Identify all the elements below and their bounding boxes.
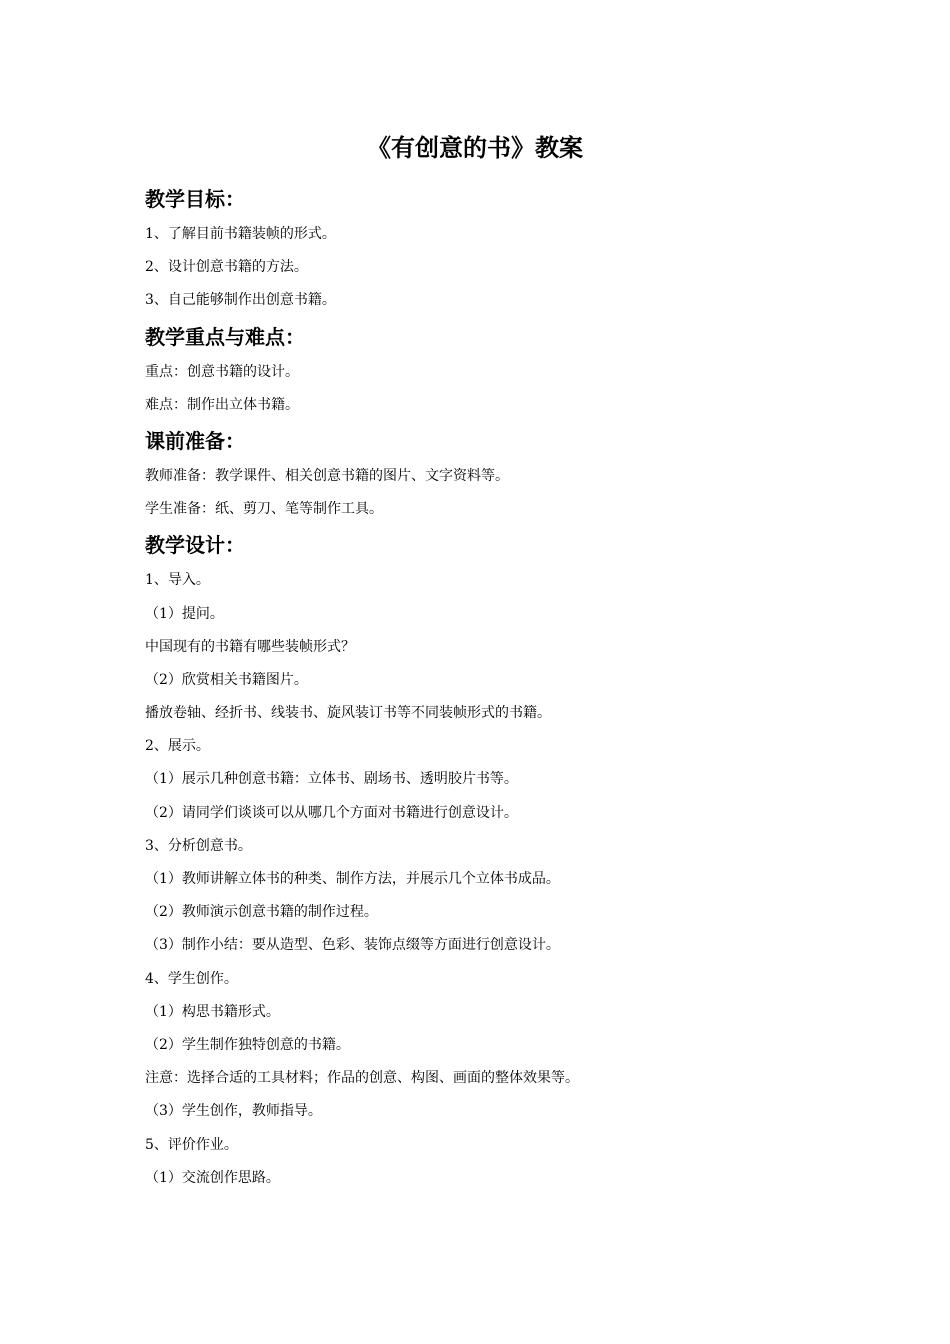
section-heading: 课前准备：	[145, 428, 245, 453]
document-title: 《有创意的书》教案	[367, 134, 583, 162]
text-line: （1）教师讲解立体书的种类、制作方法，并展示几个立体书成品。	[145, 871, 560, 887]
text-line: （2）教师演示创意书籍的制作过程。	[145, 904, 378, 921]
text-line: 5、评价作业。	[145, 1136, 238, 1153]
section-key-points	[145, 318, 825, 422]
section-teaching-goals	[145, 180, 825, 318]
section-heading: 教学目标：	[145, 187, 245, 211]
text-line: （3）制作小结：要从造型、色彩、装饰点缀等方面进行创意设计。	[145, 937, 560, 954]
text-line: 难点：制作出立体书籍。	[145, 396, 299, 413]
text-line: 1、了解目前书籍装帧的形式。	[145, 226, 336, 242]
text-line: 1、导入。	[145, 572, 210, 589]
text-line: 2、展示。	[145, 738, 210, 755]
text-line: 教师准备：教学课件、相关创意书籍的图片、文字资料等。	[145, 467, 509, 484]
text-line: （2）学生制作独特创意的书籍。	[145, 1036, 350, 1053]
text-line: 2、设计创意书籍的方法。	[145, 259, 308, 276]
text-line: 3、分析创意书。	[145, 837, 252, 854]
text-line: （3）学生创作，教师指导。	[145, 1103, 322, 1120]
section-teaching-design	[145, 526, 825, 1195]
text-line: 重点：创意书籍的设计。	[145, 363, 299, 380]
text-line: 注意：选择合适的工具材料；作品的创意、构图、画面的整体效果等。	[145, 1070, 579, 1087]
text-line: 学生准备：纸、剪刀、笔等制作工具。	[145, 501, 383, 518]
text-line: （1）展示几种创意书籍：立体书、剧场书、透明胶片书等。	[145, 771, 518, 788]
text-line: （1）提问。	[145, 605, 224, 622]
text-line: 4、学生创作。	[145, 970, 238, 987]
section-heading: 教学重点与难点：	[145, 324, 305, 349]
document-body	[145, 180, 825, 1195]
text-line: （1）构思书籍形式。	[145, 1003, 280, 1020]
section-heading: 教学设计：	[145, 533, 245, 558]
text-line: （1）交流创作思路。	[145, 1169, 280, 1186]
section-preparation	[145, 422, 825, 526]
text-line: （2）请同学们谈谈可以从哪几个方面对书籍进行创意设计。	[145, 804, 518, 821]
text-line: 播放卷轴、经折书、线装书、旋风装订书等不同装帧形式的书籍。	[145, 705, 551, 722]
text-line: 中国现有的书籍有哪些装帧形式？	[145, 638, 355, 655]
text-line: （2）欣赏相关书籍图片。	[145, 671, 308, 688]
text-line: 3、自己能够制作出创意书籍。	[145, 292, 336, 309]
